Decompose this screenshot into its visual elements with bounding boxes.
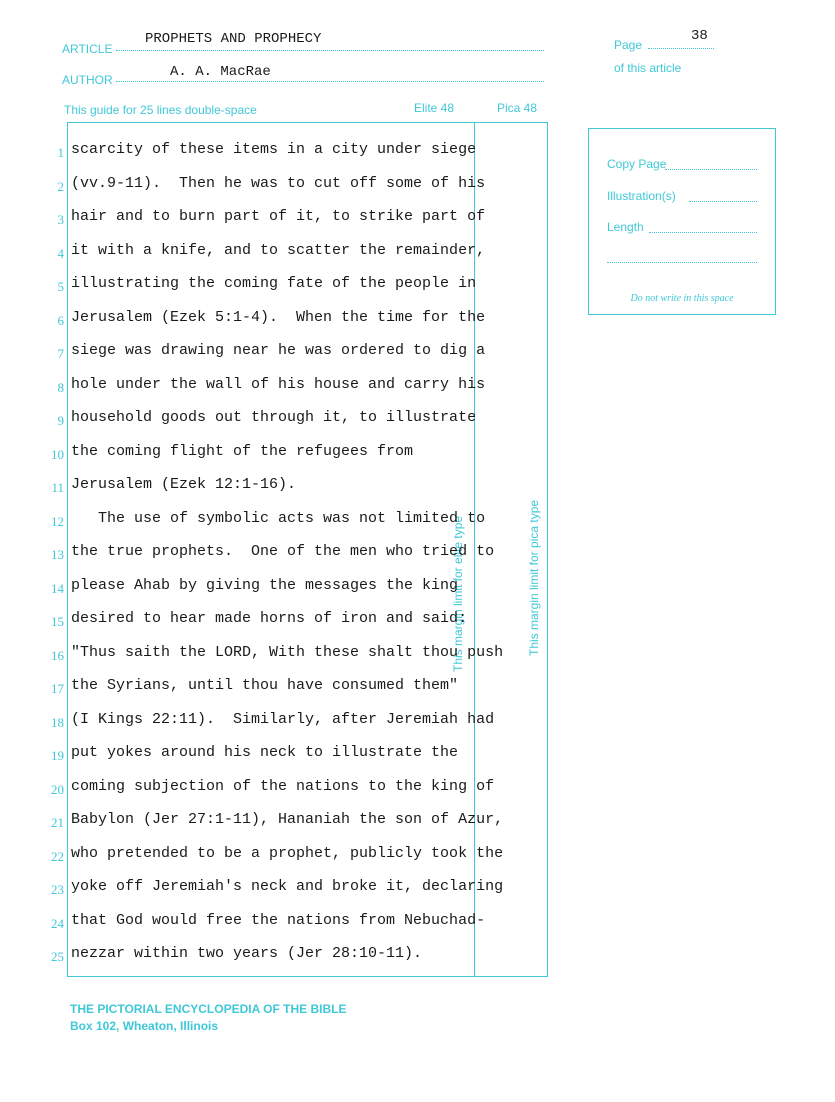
line-number: 6	[57, 312, 64, 328]
typed-line	[0, 811, 504, 844]
line-text: the coming flight of the refugees from	[71, 442, 414, 460]
line-text: who pretended to be a prophet, publicly took the	[71, 844, 504, 862]
line-number: 7	[57, 346, 64, 361]
line-text: The use of symbolic acts was not limited to	[71, 509, 486, 527]
typed-line	[0, 275, 500, 308]
pica-margin-label: This margin limit for pica type	[527, 499, 541, 656]
line-number: 16	[51, 647, 64, 663]
typed-line	[0, 309, 500, 342]
editorial-box	[588, 128, 776, 315]
line-number: 3	[57, 212, 64, 227]
typed-line	[0, 443, 500, 476]
line-text: coming subjection of the nations to the king of	[71, 777, 495, 795]
line-text: put yokes around his neck to illustrate the	[71, 744, 459, 761]
line-number: 5	[57, 279, 64, 294]
line-text: it with a knife, and to scatter the remainder,	[71, 241, 486, 259]
line-text: the true prophets. One of the men who tried to	[71, 543, 495, 560]
typed-line	[0, 476, 500, 509]
line-number: 1	[57, 145, 64, 160]
line-text: please Ahab by giving the messages the king	[71, 576, 459, 594]
line-number: 2	[57, 178, 64, 194]
do-not-write-note: Do not write in this space	[630, 293, 734, 304]
pica-guide: Pica 48	[497, 101, 538, 115]
line-text: siege was drawing near he was ordered to dig a	[71, 342, 486, 359]
typed-line	[0, 610, 500, 643]
line-number: 21	[51, 815, 64, 830]
line-number: 13	[51, 547, 64, 562]
line-text: Jerusalem (Ezek 5:1-4). When the time for the	[71, 308, 486, 326]
typed-line	[0, 141, 500, 174]
page-dotted-line	[648, 48, 714, 49]
page-label: Page	[614, 38, 643, 52]
page-number: 38	[691, 28, 708, 44]
typed-line	[0, 543, 500, 576]
publisher-address: Box 102, Wheaton, Illinois	[70, 1019, 219, 1033]
article-dotted-line	[116, 50, 544, 51]
article-title: PROPHETS AND PROPHECY	[145, 31, 322, 47]
line-text: (vv.9-11). Then he was to cut off some of his	[71, 174, 486, 192]
typed-line	[0, 409, 500, 442]
elite-guide: Elite 48	[414, 101, 455, 115]
typed-line	[0, 912, 500, 945]
length-dots	[649, 232, 757, 233]
typed-line	[0, 342, 500, 375]
line-number: 23	[51, 882, 64, 897]
blank-dots	[607, 262, 757, 263]
line-text: Jerusalem (Ezek 12:1-16).	[71, 476, 297, 493]
elite-margin-label: This margin limit for elite type	[451, 515, 465, 672]
typed-line	[0, 208, 500, 241]
line-text: "Thus saith the LORD, With these shalt thou push	[71, 643, 504, 661]
typed-line	[0, 844, 504, 878]
typed-line	[0, 677, 500, 710]
line-text: household goods out through it, to illustrate	[71, 409, 477, 426]
typed-line	[0, 175, 500, 208]
typed-line	[0, 878, 504, 911]
typed-line	[0, 242, 500, 275]
line-number: 11	[51, 480, 64, 495]
of-article-label: of this article	[614, 61, 682, 75]
line-number: 4	[57, 245, 64, 261]
line-number: 20	[51, 781, 64, 797]
publisher-name: THE PICTORIAL ENCYCLOPEDIA OF THE BIBLE	[70, 1002, 347, 1016]
copy-page-dots	[665, 169, 757, 170]
line-number: 24	[51, 915, 64, 931]
publisher-footer	[70, 1001, 346, 1035]
line-number: 25	[51, 949, 64, 964]
line-text: yoke off Jeremiah's neck and broke it, declaring	[71, 878, 504, 895]
line-number: 10	[51, 446, 64, 462]
copy-page-label: Copy Page	[607, 157, 667, 171]
line-number: 19	[51, 748, 64, 763]
typed-line	[0, 711, 500, 744]
typed-line	[0, 577, 500, 610]
illustrations-label: Illustration(s)	[607, 189, 676, 203]
line-text: (I Kings 22:11). Similarly, after Jeremiah had	[71, 710, 495, 728]
line-number: 14	[51, 580, 64, 596]
typed-line	[0, 643, 504, 677]
line-text: desired to hear made horns of iron and said:	[71, 610, 468, 627]
typed-line	[0, 510, 500, 543]
author-name: A. A. MacRae	[170, 64, 271, 80]
typed-line	[0, 744, 500, 777]
line-number: 8	[57, 379, 64, 395]
author-label: AUTHOR	[62, 73, 113, 87]
line-text: nezzar within two years (Jer 28:10-11).	[71, 945, 423, 962]
typed-line	[0, 376, 500, 409]
line-text: that God would free the nations from Nebuchad-	[71, 911, 486, 929]
line-number: 12	[51, 513, 64, 529]
line-text: the Syrians, until thou have consumed them"	[71, 677, 459, 694]
line-text: hair and to burn part of it, to strike part of	[71, 208, 486, 225]
line-text: Babylon (Jer 27:1-11), Hananiah the son of Azur,	[71, 811, 504, 828]
line-text: scarcity of these items in a city under siege	[71, 141, 477, 158]
line-number: 9	[57, 413, 64, 428]
line-text: illustrating the coming fate of the people in	[71, 275, 477, 292]
line-number: 18	[51, 714, 64, 730]
line-number: 15	[51, 614, 64, 629]
line-number: 22	[51, 848, 64, 864]
line-number: 17	[51, 681, 64, 696]
typed-line	[0, 945, 500, 978]
line-text: hole under the wall of his house and carry his	[71, 375, 486, 393]
typed-line	[0, 778, 500, 811]
article-label: ARTICLE	[62, 42, 113, 56]
illustrations-dots	[689, 201, 757, 202]
guide-text: This guide for 25 lines double-space	[64, 103, 257, 117]
length-label: Length	[607, 220, 644, 234]
author-dotted-line	[116, 81, 544, 82]
